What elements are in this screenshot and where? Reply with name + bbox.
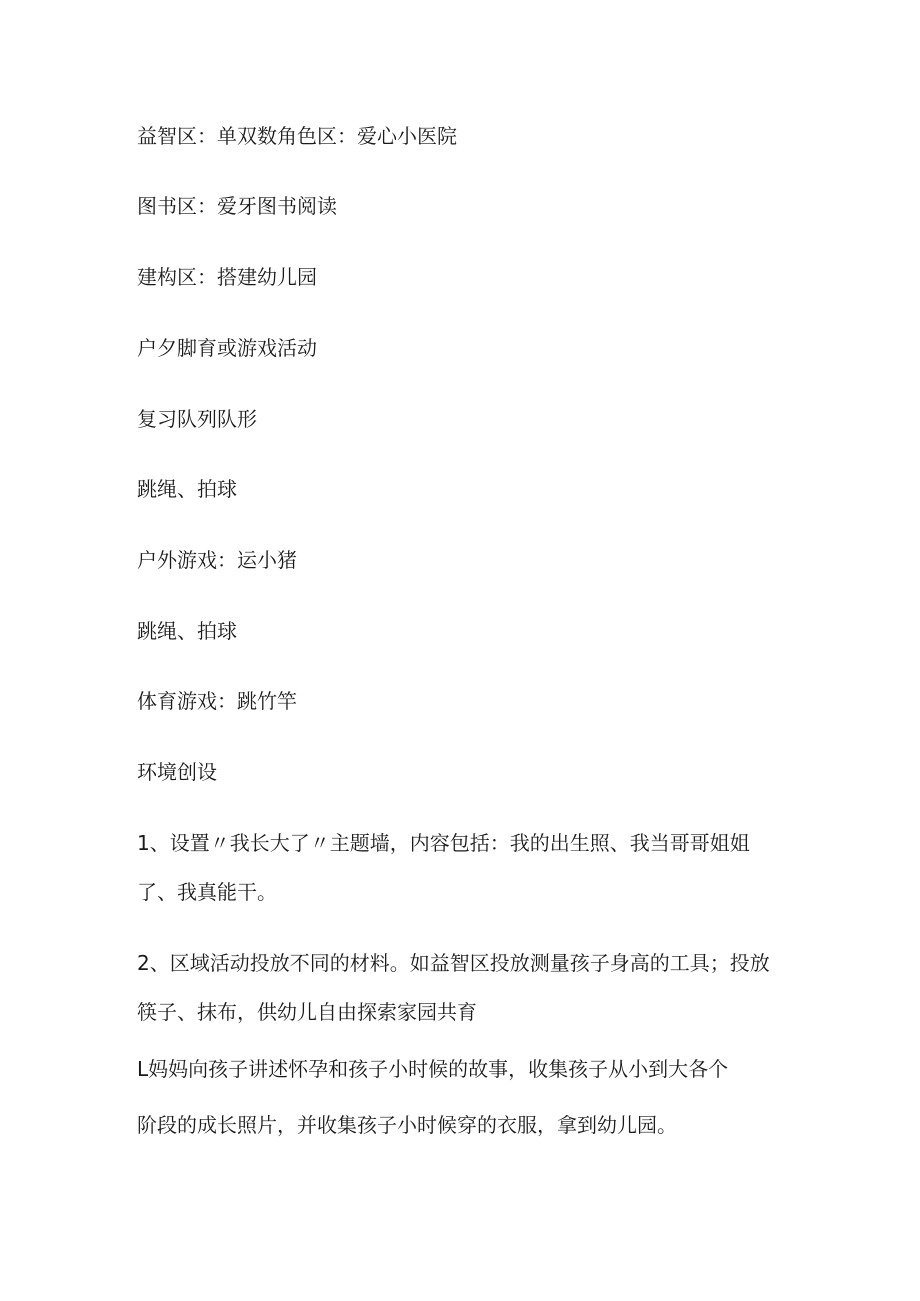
text-line: 体育游戏：跳竹竿 [137, 689, 297, 713]
text-line: 复习队列队形 [137, 407, 257, 431]
text-line: 户外游戏：运小猪 [137, 548, 297, 572]
list-item: 1、设置〃我长大了〃主题墙，内容包括：我的出生照、我当哥哥姐姐 [137, 831, 750, 855]
text-line: 户夕脚育或游戏活动 [137, 336, 317, 360]
text-line: 建构区：搭建幼儿园 [137, 265, 317, 289]
list-item-continuation: 了、我真能干。 [137, 880, 277, 904]
list-item-continuation: 筷子、抹布，供幼儿自由探索家园共育 [137, 1000, 477, 1024]
paragraph-line: L妈妈向孩子讲述怀孕和孩子小时候的故事，收集孩子从小到大各个 [137, 1057, 729, 1081]
text-line: 跳绳、拍球 [137, 477, 237, 501]
text-line: 图书区：爱牙图书阅读 [137, 194, 337, 218]
text-line: 跳绳、拍球 [137, 619, 237, 643]
section-heading: 环境创设 [137, 760, 217, 784]
list-item: 2、区域活动投放不同的材料。如益智区投放测量孩子身高的工具；投放 [137, 951, 770, 975]
paragraph-line: 阶段的成长照片，并收集孩子小时候穿的衣服，拿到幼儿园。 [137, 1113, 677, 1137]
text-line: 益智区：单双数角色区：爱心小医院 [137, 124, 457, 148]
